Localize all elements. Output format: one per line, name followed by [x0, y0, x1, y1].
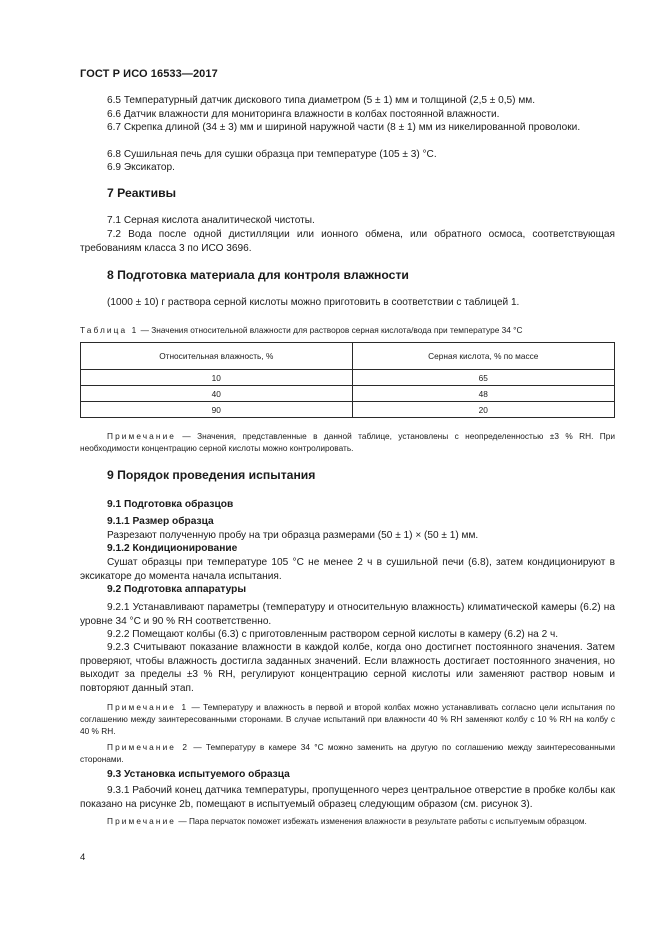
- table-row: [81, 402, 615, 418]
- table-header-humidity: Относительная влажность, %: [81, 343, 353, 370]
- table-cell-humidity: 10: [81, 370, 353, 386]
- subsection-9-1-2-heading: 9.1.2 Кондиционирование: [107, 543, 238, 554]
- section-9-heading: 9 Порядок проведения испытания: [107, 468, 316, 482]
- paragraph-9-3-1: 9.3.1 Рабочий конец датчика температуры, пропущенного через центральное отверстие в пробке колбы как показано на рисунке 2b, помещают в испытуемый образец следующим образом (см. рисунок 3).: [80, 785, 615, 810]
- item-7-2: 7.2 Вода после одной дистилляции или ионного обмена, или обратного осмоса, соответствующая требованиям класса 3 по ИСО 3696.: [80, 229, 615, 254]
- note-1-text: — Температуру и влажность в первой и второй колбах можно устанавливать согласно цели испытания по соглашению между заинтересованными сторонами. В случае испытаний при влажности 40 % RH заменяют колбу с 10 % RH на колбу с 40 % RH.: [80, 702, 615, 736]
- document-header: ГОСТ Р ИСО 16533—2017: [80, 68, 218, 80]
- note-3-label: Примечание: [107, 816, 177, 826]
- paragraph-9-2-1: 9.2.1 Устанавливают параметры (температуру и относительную влажность) климатической камеры (6.2) на уровне 34 °С и 90 % RH соответственно.: [80, 602, 615, 627]
- subsection-9-2-heading: 9.2 Подготовка аппаратуры: [107, 584, 247, 595]
- note-2-label: Примечание 2: [107, 742, 190, 752]
- paragraph-9-2-3: 9.2.3 Считывают показание влажности в каждой колбе, когда оно достигнет постоянного значения. Затем проверяют, чтобы влажность достигла заданных значений. Если влажность достигает постоянного значения, но выходит за пределы ±3 % RH, регулируют концентрацию серной кислоты или заменяют раствор новым и повторяют данный этап.: [80, 642, 615, 694]
- table-cell-acid: 20: [352, 402, 614, 418]
- humidity-table: [80, 342, 615, 418]
- table-cell-humidity: 40: [81, 386, 353, 402]
- subsection-9-1-1-heading: 9.1.1 Размер образца: [107, 516, 214, 527]
- note-2: [80, 741, 615, 765]
- item-6-9: 6.9 Эксикатор.: [107, 162, 175, 173]
- note-3-text: — Пара перчаток поможет избежать изменения влажности в результате работы с испытуемым образцом.: [176, 816, 587, 826]
- section-8-heading: 8 Подготовка материала для контроля влажности: [107, 268, 409, 282]
- table-note-label: Примечание: [107, 431, 177, 441]
- table-header-acid: Серная кислота, % по массе: [352, 343, 614, 370]
- table-caption: [80, 325, 615, 335]
- table-cell-acid: 48: [352, 386, 614, 402]
- table-row: [81, 370, 615, 386]
- subsection-9-1-heading: 9.1 Подготовка образцов: [107, 499, 234, 510]
- section-8-paragraph: (1000 ± 10) г раствора серной кислоты можно приготовить в соответствии с таблицей 1.: [107, 297, 520, 308]
- note-1: [80, 701, 615, 737]
- item-6-8: 6.8 Сушильная печь для сушки образца при температуре (105 ± 3) °С.: [107, 149, 437, 160]
- paragraph-9-1-1: Разрезают полученную пробу на три образца размерами (50 ± 1) × (50 ± 1) мм.: [107, 530, 479, 541]
- page-number: 4: [80, 852, 86, 863]
- note-1-label: Примечание 1: [107, 702, 189, 712]
- table-cell-acid: 65: [352, 370, 614, 386]
- table-caption-text: — Значения относительной влажности для растворов серная кислота/вода при температуре 34 °С: [138, 325, 523, 335]
- table-caption-label: Таблица 1: [80, 325, 139, 335]
- table-note: [80, 430, 615, 454]
- note-3: [80, 815, 615, 827]
- item-6-5: 6.5 Температурный датчик дискового типа диаметром (5 ± 1) мм и толщиной (2,5 ± 0,5) мм.: [107, 95, 536, 106]
- table-row: [81, 386, 615, 402]
- table-note-text: — Значения, представленные в данной таблице, установлены с неопределенностью ±3 % RH. При необходимости концентрацию серной кислоты можно контролировать.: [80, 431, 615, 453]
- table-cell-humidity: 90: [81, 402, 353, 418]
- item-6-7: 6.7 Скрепка длиной (34 ± 3) мм и шириной наружной части (8 ± 1) мм из никелированной проволоки.: [107, 122, 581, 133]
- paragraph-9-1-2: Сушат образцы при температуре 105 °С не менее 2 ч в сушильной печи (6.8), затем кондиционируют в эксикаторе до момента начала испытания.: [80, 557, 615, 582]
- note-2-text: — Температуру в камере 34 °С можно заменить на другую по соглашению между заинтересованными сторонами.: [80, 742, 615, 764]
- item-7-1: 7.1 Серная кислота аналитической чистоты.: [107, 215, 315, 226]
- section-7-heading: 7 Реактивы: [107, 186, 177, 200]
- subsection-9-3-heading: 9.3 Установка испытуемого образца: [107, 769, 290, 780]
- paragraph-9-2-2: 9.2.2 Помещают колбы (6.3) с приготовленным раствором серной кислоты в камеру (6.2) на 2 ч.: [107, 629, 559, 640]
- item-6-6: 6.6 Датчик влажности для мониторинга влажности в колбах постоянной влажности.: [107, 109, 500, 120]
